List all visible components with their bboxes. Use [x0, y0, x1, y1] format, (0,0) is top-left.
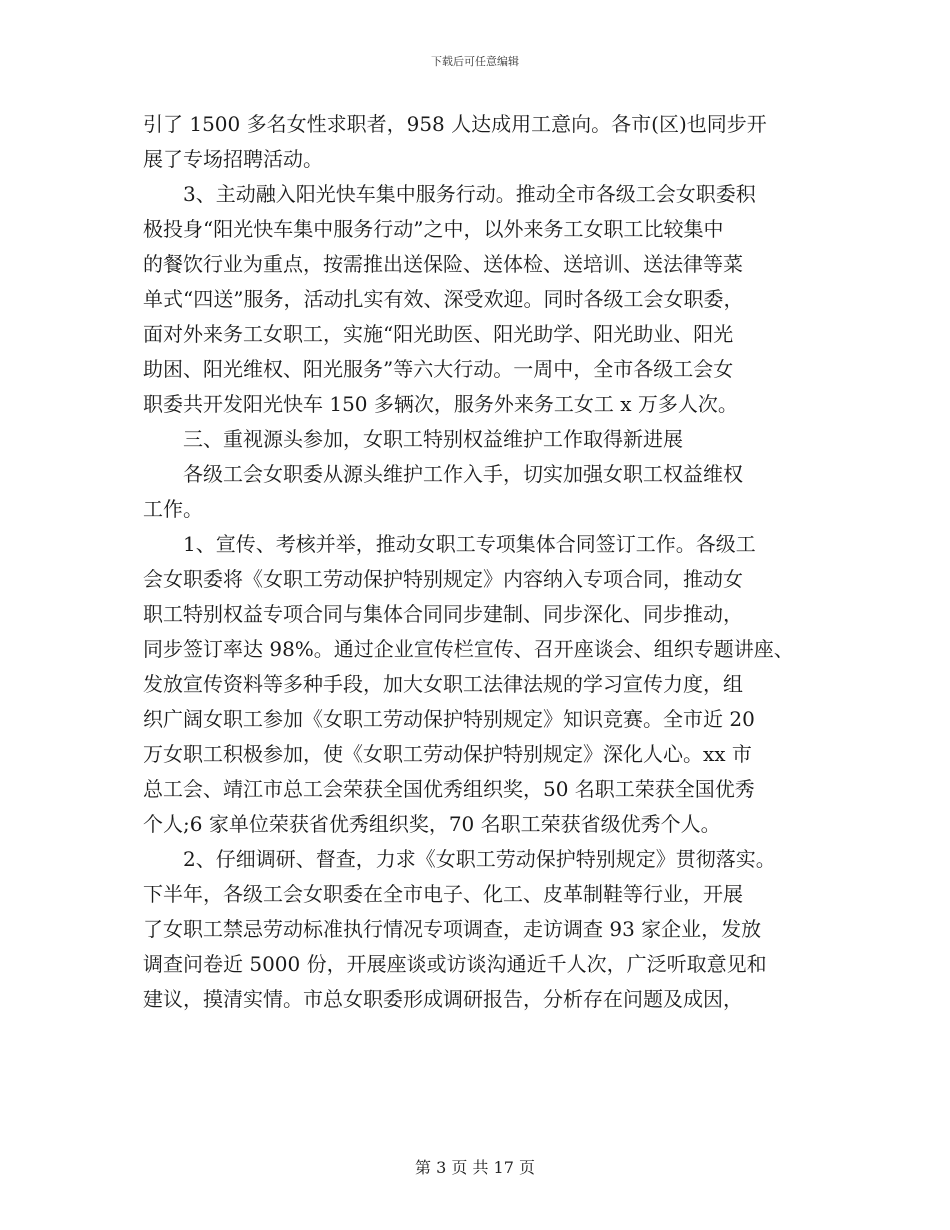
text-line: 单式“四送”服务，活动扎实有效、深受欢迎。同时各级工会女职委，	[143, 287, 744, 311]
text-line: 助困、阳光维权、阳光服务”等六大行动。一周中，全市各级工会女	[143, 357, 734, 381]
text-line: 织广阔女职工参加《女职工劳动保护特别规定》知识竞赛。全市近 20	[143, 707, 755, 731]
text-line: 总工会、靖江市总工会荣获全国优秀组织奖，50 名职工荣获全国优秀	[143, 777, 755, 801]
text-line: 极投身“阳光快车集中服务行动”之中，以外来务工女职工比较集中	[143, 217, 724, 241]
text-line: 面对外来务工女职工，实施“阳光助医、阳光助学、阳光助业、阳光	[143, 322, 734, 346]
text-line: 展了专场招聘活动。	[143, 147, 323, 171]
document-body	[143, 107, 833, 1017]
text-line: 职委共开发阳光快车 150 多辆次，服务外来务工女工 x 万多人次。	[143, 392, 738, 416]
text-line: 的餐饮行业为重点，按需推出送保险、送体检、送培训、送法律等菜	[143, 252, 743, 276]
text-line: 三、重视源头参加，女职工特别权益维护工作取得新进展	[143, 427, 683, 451]
text-line: 工作。	[143, 497, 203, 521]
page-footer: 第 3 页 共 17 页	[415, 1158, 535, 1177]
text-line: 1、宣传、考核并举，推动女职工专项集体合同签订工作。各级工	[143, 532, 756, 556]
text-line: 了女职工禁忌劳动标准执行情况专项调查，走访调查 93 家企业，发放	[143, 917, 762, 941]
text-line: 引了 1500 多名女性求职者，958 人达成用工意向。各市(区)也同步开	[143, 112, 767, 136]
text-line: 会女职委将《女职工劳动保护特别规定》内容纳入专项合同，推动女	[143, 567, 743, 591]
text-line: 下半年，各级工会女职委在全市电子、化工、皮革制鞋等行业，开展	[143, 882, 743, 906]
text-line: 同步签订率达 98%。通过企业宣传栏宣传、召开座谈会、组织专题讲座、	[143, 637, 794, 661]
text-line: 建议，摸清实情。市总女职委形成调研报告，分析存在问题及成因，	[143, 987, 743, 1011]
text-line: 调查问卷近 5000 份，开展座谈或访谈沟通近千人次，广泛听取意见和	[143, 952, 767, 976]
text-line: 2、仔细调研、督查，力求《女职工劳动保护特别规定》贯彻落实。	[143, 847, 776, 871]
page-header: 下载后可任意编辑	[431, 55, 519, 68]
text-line: 3、主动融入阳光快车集中服务行动。推动全市各级工会女职委积	[143, 182, 756, 206]
text-line: 发放宣传资料等多种手段，加大女职工法律法规的学习宣传力度，组	[143, 672, 743, 696]
text-line: 各级工会女职委从源头维护工作入手，切实加强女职工权益维权	[143, 462, 743, 486]
text-line: 个人;6 家单位荣获省优秀组织奖，70 名职工荣获省级优秀个人。	[143, 812, 721, 836]
text-line: 职工特别权益专项合同与集体合同同步建制、同步深化、同步推动，	[143, 602, 743, 626]
text-line: 万女职工积极参加，使《女职工劳动保护特别规定》深化人心。xx 市	[143, 742, 752, 766]
